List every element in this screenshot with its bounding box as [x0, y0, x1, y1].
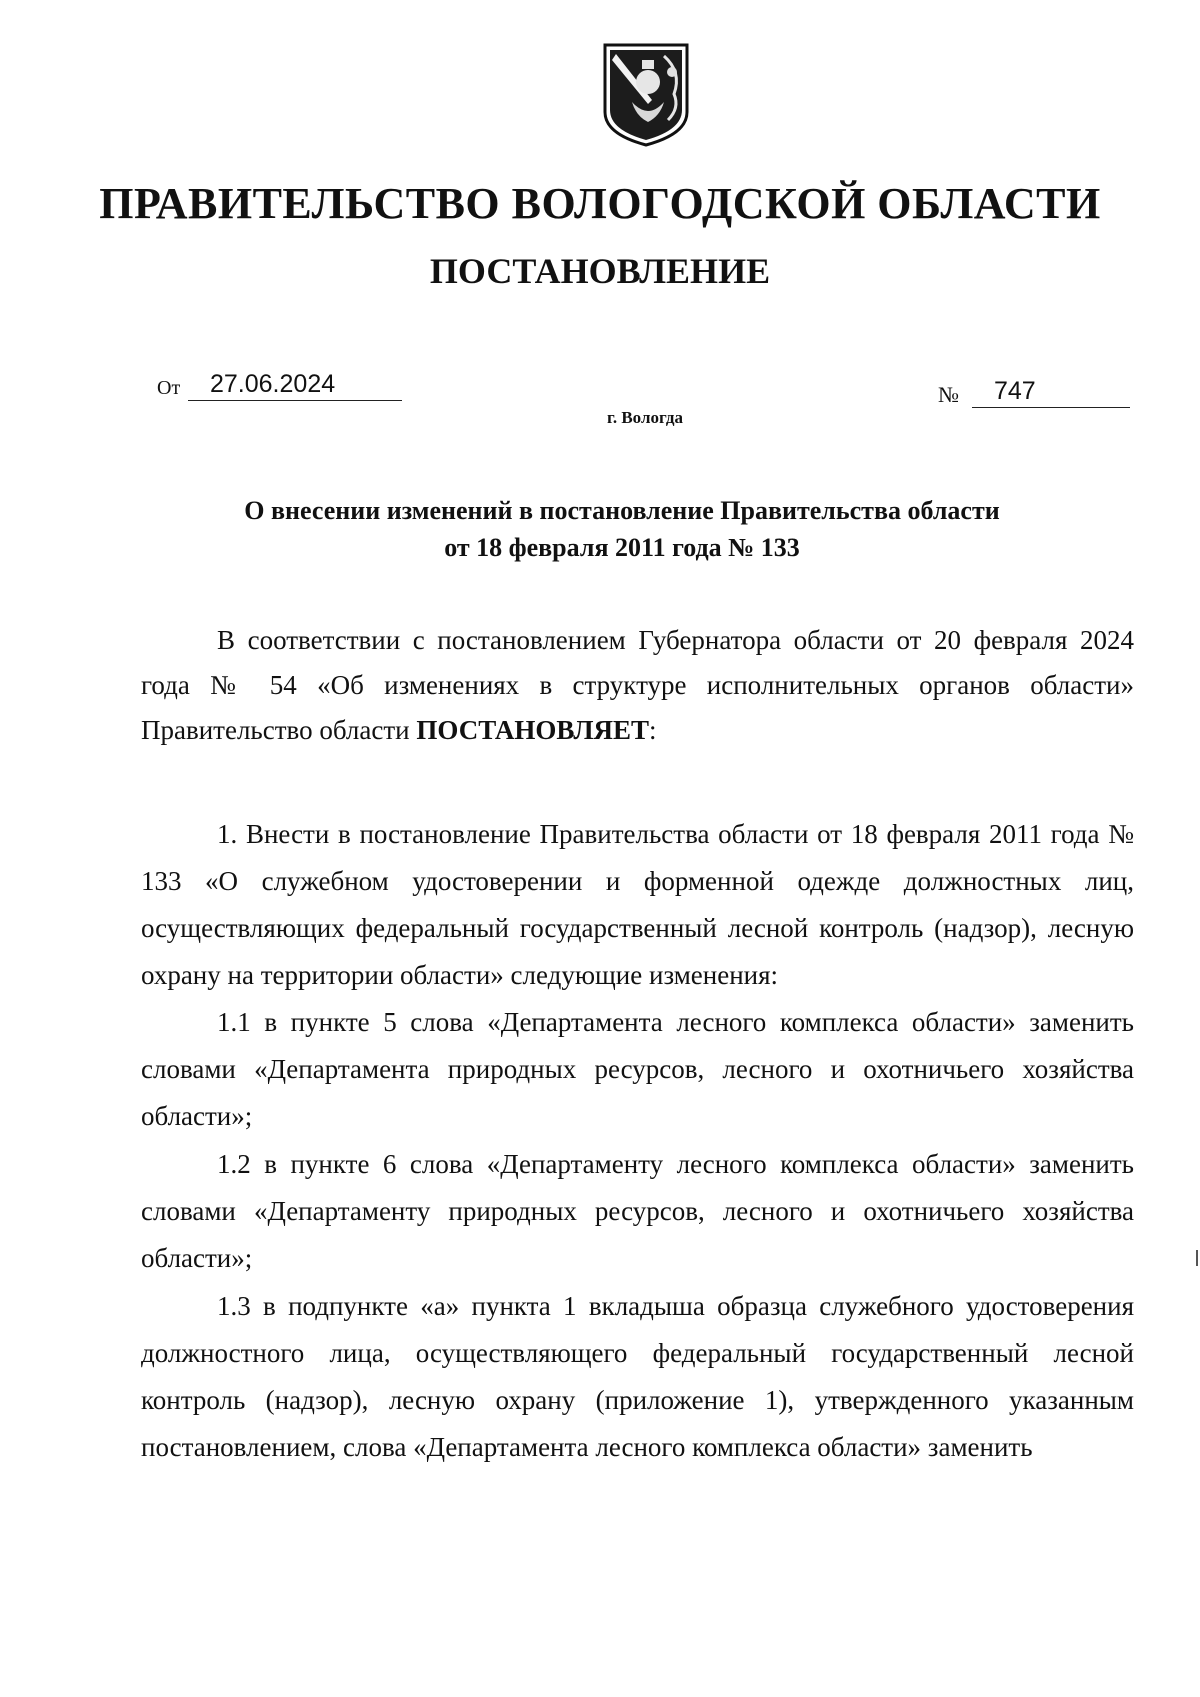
resolve-keyword: ПОСТАНОВЛЯЕТ — [416, 715, 649, 745]
document-type: ПОСТАНОВЛЕНИЕ — [429, 251, 771, 291]
subject-line-1: О внесении изменений в постановление Правительства области — [244, 496, 1000, 525]
preamble-end: : — [648, 715, 657, 745]
preamble-paragraph — [141, 618, 1134, 753]
coat-of-arms-icon — [602, 42, 690, 148]
document-date: 27.06.2024 — [188, 367, 402, 401]
organization-title: ПРАВИТЕЛЬСТВО ВОЛОГОДСКОЙ ОБЛАСТИ — [99, 179, 1101, 228]
scan-edge-mark — [1196, 1250, 1198, 1266]
item-1-1-text: 1.1 в пункте 5 слова «Департамента лесного комплекса области» заменить словами «Департамента природных ресурсов, лесного и охотничьего хозяйства области»; — [141, 1007, 1134, 1131]
city: г. Вологда — [607, 408, 683, 427]
number-label: № — [938, 382, 959, 407]
item-1-1-paragraph — [141, 999, 1134, 1140]
document-number: 747 — [972, 374, 1130, 408]
item-1-3-paragraph — [141, 1283, 1134, 1471]
item-1-3-text: 1.3 в подпункте «а» пункта 1 вкладыша образца служебного удостоверения должностного лица, осуществляющего федеральный государственный лесной контроль (надзор), лесную охрану (приложение 1), утвержденного указанным постановлением, слова «Департамента лесного комплекса области» заменить — [141, 1291, 1134, 1462]
subject-line-2: от 18 февраля 2011 года № 133 — [444, 533, 800, 562]
date-label: От — [157, 377, 181, 399]
item-1-2-text: 1.2 в пункте 6 слова «Департаменту лесного комплекса области» заменить словами «Департаменту природных ресурсов, лесного и охотничьего хозяйства области»; — [141, 1149, 1134, 1273]
document-subject — [0, 492, 1200, 566]
item-1-text: 1. Внести в постановление Правительства области от 18 февраля 2011 года № 133 «О служебном удостоверении и форменной одежде должностных лиц, осуществляющих федеральный государственный лесной контроль (надзор), лесную охрану на территории области» следующие изменения: — [141, 819, 1134, 990]
item-1-paragraph — [141, 811, 1134, 999]
item-1-2-paragraph — [141, 1141, 1134, 1282]
preamble-text: В соответствии с постановлением Губернатора области от 20 февраля 2024 года № 54 «Об изменениях в структуре исполнительных органов области» Правительство области — [141, 625, 1134, 745]
